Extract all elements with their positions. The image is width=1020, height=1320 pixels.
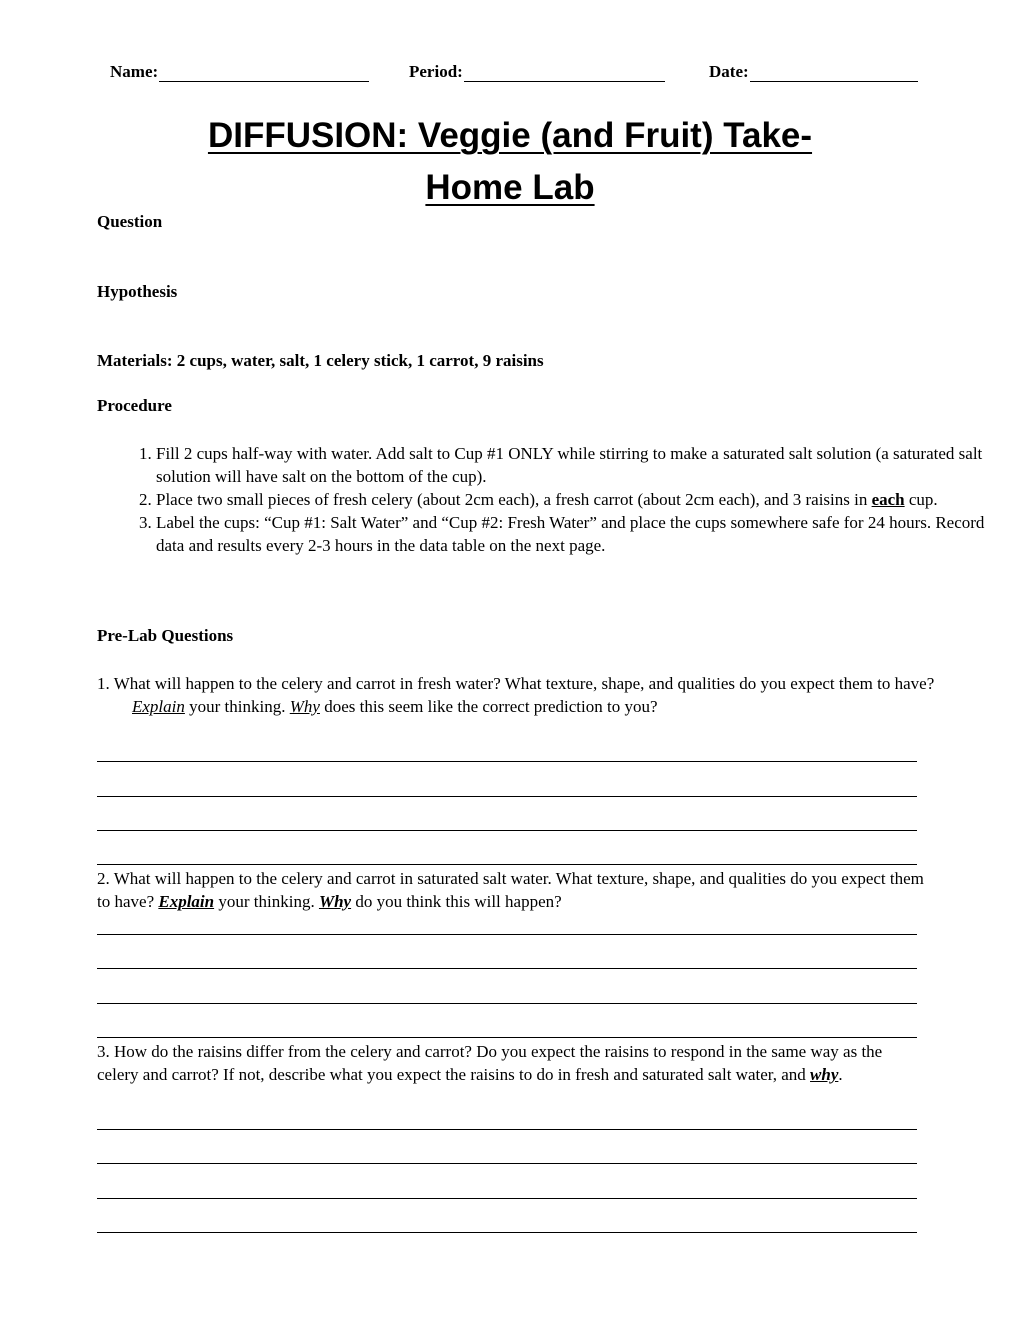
page-title [120, 110, 900, 214]
procedure-step-2-end: cup. [904, 490, 938, 509]
q2-why-emphasis: Why [318, 892, 352, 911]
q2-text-a: 2. What will happen to the celery and carrot in saturated salt water. What texture, shape, and qualities do you expect them to have? [97, 869, 924, 911]
q3-answer-line-3[interactable] [97, 1198, 917, 1199]
title-line-1: DIFFUSION: Veggie (and Fruit) Take- [207, 116, 813, 155]
procedure-step-2-emphasis: each [871, 490, 905, 509]
prelab-question-3 [97, 1040, 927, 1086]
procedure-step-1 [156, 442, 986, 488]
procedure-step-2 [156, 488, 986, 511]
materials-heading: Materials: 2 cups, water, salt, 1 celery stick, 1 carrot, 9 raisins [97, 351, 544, 370]
q1-explain-emphasis: Explain [132, 697, 185, 716]
procedure-step-2-text: Place two small pieces of fresh celery (about 2cm each), a fresh carrot (about 2cm each), and 3 raisins in [156, 490, 872, 509]
date-blank[interactable] [750, 64, 918, 82]
q3-answer-line-1[interactable] [97, 1129, 917, 1130]
procedure-list [97, 442, 986, 557]
name-label: Name: [110, 62, 159, 81]
name-field[interactable] [110, 62, 369, 82]
date-field[interactable] [709, 62, 918, 82]
period-field[interactable] [409, 62, 665, 82]
q3-text-c: . [838, 1065, 843, 1084]
date-label: Date: [709, 62, 749, 81]
prelab-heading: Pre-Lab Questions [97, 626, 234, 645]
q1-answer-line-1[interactable] [97, 761, 917, 762]
q2-answer-line-1[interactable] [97, 934, 917, 935]
q2-answer-line-3[interactable] [97, 1003, 917, 1004]
q2-answer-line-2[interactable] [97, 968, 917, 969]
q1-why-emphasis: Why [289, 697, 320, 716]
title-line-2: Home Lab [425, 168, 595, 207]
question-heading: Question [97, 212, 163, 231]
procedure-step-3-text: Label the cups: “Cup #1: Salt Water” and “Cup #2: Fresh Water” and place the cups somewhere safe for 24 hours. Record data and results every 2-3 hours in the data table on the next page. [156, 513, 985, 555]
name-blank[interactable] [159, 64, 369, 82]
hypothesis-heading: Hypothesis [97, 282, 178, 301]
prelab-question-1 [97, 672, 962, 718]
q2-explain-emphasis: Explain [158, 892, 215, 911]
q2-text-c: do you think this will happen? [351, 892, 562, 911]
procedure-step-3 [156, 511, 986, 557]
q1-answer-line-3[interactable] [97, 830, 917, 831]
procedure-heading: Procedure [97, 396, 172, 415]
procedure-step-1-text: Fill 2 cups half-way with water. Add salt to Cup #1 ONLY while stirring to make a saturated salt solution (a saturated salt solution will have salt on the bottom of the cup). [156, 444, 983, 486]
q3-answer-line-2[interactable] [97, 1163, 917, 1164]
period-blank[interactable] [464, 64, 665, 82]
q3-text-a: 3. How do the raisins differ from the celery and carrot? Do you expect the raisins to respond in the same way as the celery and carrot? If not, describe what you expect the raisins to do in fresh and saturated salt water, and [97, 1042, 883, 1084]
q1-text-b: your thinking. [184, 697, 290, 716]
q3-answer-line-4[interactable] [97, 1232, 917, 1233]
period-label: Period: [409, 62, 463, 81]
student-info-header [0, 62, 1020, 86]
q3-why-emphasis: why [810, 1065, 839, 1084]
q1-text-a: 1. What will happen to the celery and carrot in fresh water? What texture, shape, and qualities do you expect them to have? [97, 674, 935, 693]
q1-answer-line-4[interactable] [97, 864, 917, 865]
q2-answer-line-4[interactable] [97, 1037, 917, 1038]
q2-text-b: your thinking. [214, 892, 319, 911]
q1-answer-line-2[interactable] [97, 796, 917, 797]
prelab-question-2 [97, 867, 927, 913]
q1-text-c: does this seem like the correct prediction to you? [319, 697, 658, 716]
